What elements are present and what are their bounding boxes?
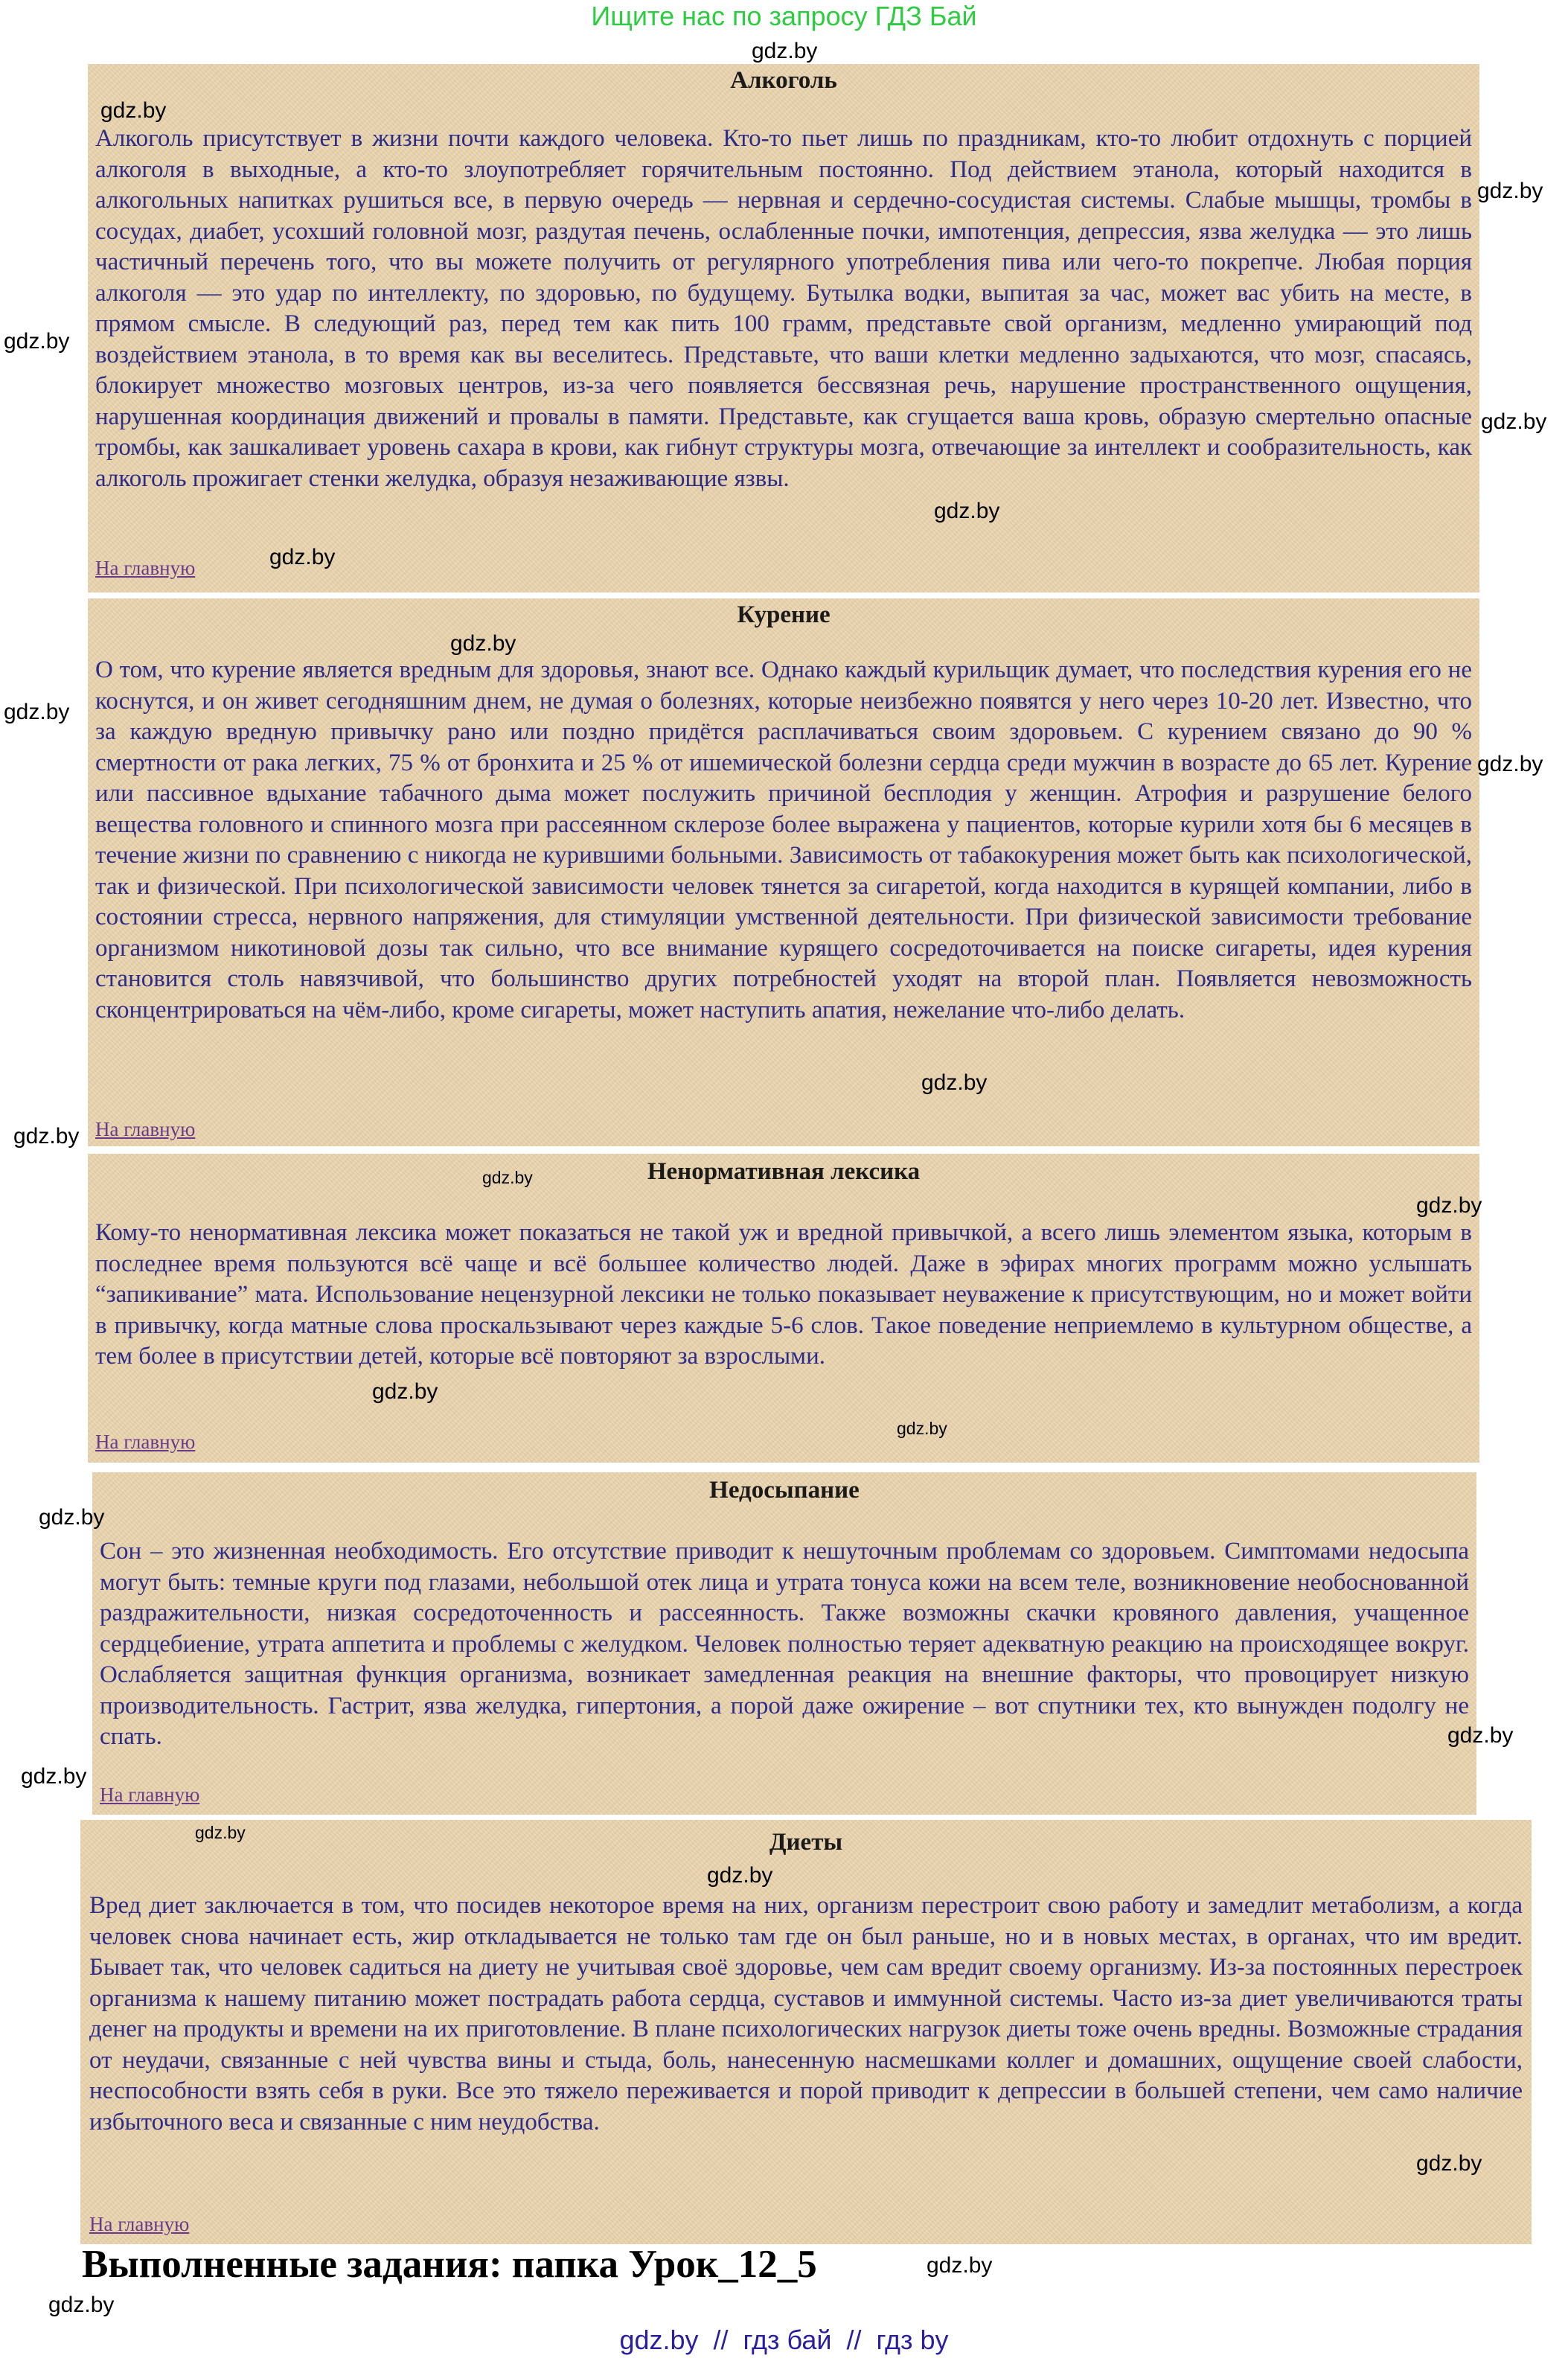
home-link[interactable]: На главную [95,557,196,579]
watermark: gdz.by [1447,1723,1514,1748]
home-link[interactable]: На главную [95,1431,196,1453]
section-smoking [88,598,1479,1146]
section-text: Сон – это жизненная необходимость. Его отсутствие приводит к нешуточным проблемам со здоровьем. Симптомами недосыпа могут быть: темные круги под глазами, небольшой отек лица и утрата тонуса кожи на всем теле, возникновение необоснованной раздражительности, низкая сосредоточенность и рассеянность. Также возможны скачки кровяного давления, учащенное сердцебиение, утрата аппетита и проблемы с желудком. Человек полностью теряет адекватную реакцию на происходящее вокруг. Ослабляется защитная функция организма, возникает замедленная реакция на внешние факторы, что провоцирует низкую производительность. Гастрит, язва желудка, гипертония, а порой даже ожирение – вот спутники тех, кто вынужден подолгу не спать. [100,1538,1469,1750]
completed-tasks-title: Выполненные задания: папка Урок_12_5 [82,2243,817,2286]
watermark: gdz.by [13,1124,80,1149]
section-text: О том, что курение является вредным для здоровья, знают все. Однако каждый курильщик думает, что последствия курения его не коснутся, и он живет сегодняшним днем, не думая о болезнях, которые неизбежно появятся у него через 10-20 лет. Известно, что за каждую вредную привычку рано или поздно придётся расплачиваться своим здоровьем. С курением связано до 90 % смертности от рака легких, 75 % от бронхита и 25 % от ишемической болезни сердца среди мужчин в возрасте до 65 лет. Курение или пассивное вдыхание табачного дыма может послужить причиной бесплодия у женщин. Атрофия и разрушение белого вещества головного и спинного мозга при рассеянном склерозе более выражена у пациентов, которые курили хотя бы 6 месяцев в течение жизни по сравнению с никогда не курившими больными. Зависимость от табакокурения может быть как психологической, так и физической. При психологической зависимости человек тянется за сигаретой, когда находится в курящей компании, либо в состоянии стресса, нервного напряжения, для стимуляции умственной деятельности. При физической зависимости требование организмом никотиновой дозы так сильно, что все внимание курящего сосредоточивается на поиске сигареты, идея курения становится столь навязчивой, что большинство других потребностей уходят на второй план. Появляется невозможность сконцентрироваться на чём-либо, кроме сигареты, может наступить апатия, нежелание что-либо делать. [95,657,1472,1023]
watermark: gdz.by [269,545,336,569]
watermark: gdz.by [195,1823,246,1842]
section-title: Недосыпание [709,1477,860,1504]
watermark: gdz.by [482,1168,533,1187]
watermark: gdz.by [921,1070,988,1095]
watermark: gdz.by [100,98,167,123]
watermark: gdz.by [1477,179,1543,203]
section-diets [80,1820,1532,2244]
section-profanity [88,1154,1479,1463]
watermark: gdz.by [372,1379,438,1404]
section-title: Алкоголь [730,67,837,94]
watermark: gdz.by [752,39,818,63]
footer-links: gdz.by // гдз бай // гдз by [619,2325,949,2355]
watermark: gdz.by [1416,1193,1482,1218]
watermark: gdz.by [450,631,516,656]
watermark: gdz.by [1477,752,1543,776]
section-title: Ненормативная лексика [647,1158,921,1185]
watermark: gdz.by [897,1419,947,1438]
watermark: gdz.by [4,329,70,354]
section-text: Кому-то ненормативная лексика может показаться не такой уж и вредной привычкой, а всего лишь элементом языка, которым в последнее время пользуются всё чаще и всё большее количество людей. Даже в эфирах многих программ можно услышать “запикивание” мата. Использование нецензурной лексики не только показывает неуважение к присутствующим, но и может войти в привычку, когда матные слова проскальзывают через каждые 5-6 слов. Такое поведение неприемлемо в культурном обществе, а тем более в присутствии детей, которые всё повторяют за взрослыми. [95,1219,1472,1370]
section-alcohol [88,64,1479,592]
watermark: gdz.by [934,499,1000,523]
watermark: gdz.by [1481,409,1547,434]
watermark: gdz.by [21,1764,87,1789]
section-text: Вред диет заключается в том, что посидев некоторое время на них, организм перестроит свою работу и замедлит метаболизм, а когда человек снова начинает есть, жир откладывается не только там где он был раньше, но и в новых местах, в органах, что им вредит. Бывает так, что человек садиться на диету не учитывая своё здоровье, чем сам вредит своему организму. Из-за постоянных перестроек организма к нашему питанию может пострадать работа сердца, суставов и иммунной системы. Часто из-за диет увеличиваются траты денег на продукты и времени на их приготовление. В плане психологических нагрузок диеты тоже очень вредны. Возможные страдания от неудачи, связанные с ней чувства вины и стыда, боль, нанесенную насмешками коллег и домашних, ощущение своей слабости, неспособности взять себя в руки. Все это тяжело переживается и порой приводит к депрессии в большей степени, чем само наличие избыточного веса и связанные с ним неудобства. [89,1892,1523,2136]
section-title: Диеты [769,1829,843,1856]
section-title: Курение [737,601,831,628]
home-link[interactable]: На главную [89,2213,190,2235]
watermark: gdz.by [48,2293,115,2317]
home-link[interactable]: На главную [95,1118,196,1140]
watermark: gdz.by [707,1863,773,1888]
watermark: gdz.by [1416,2151,1482,2176]
home-link[interactable]: На главную [100,1783,200,1806]
watermark: gdz.by [4,700,70,724]
watermark: gdz.by [39,1505,105,1530]
top-banner: Ищите нас по запросу ГДЗ Бай [591,1,977,31]
section-sleep [92,1472,1476,1815]
watermark: gdz.by [927,2253,993,2278]
section-text: Алкоголь присутствует в жизни почти каждого человека. Кто-то пьет лишь по праздникам, кто-то любит отдохнуть с порцией алкоголя в выходные, а кто-то злоупотребляет горячительным постоянно. Под действием этанола, который находится в алкогольных напитках рушиться все, в первую очередь — нервная и сердечно-сосудистая системы. Слабые мышцы, тромбы в сосудах, диабет, усохший головной мозг, раздутая печень, ослабленные почки, импотенция, депрессия, язва желудка — это лишь частичный перечень того, что вы можете получить от регулярного употребления пива или чего-то покрепче. Любая порция алкоголя — это удар по интеллекту, по здоровью, по будущему. Бутылка водки, выпитая за час, может вас убить на месте, в прямом смысле. В следующий раз, перед тем как пить 100 грамм, представьте свой организм, медленно умирающий под воздействием этанола, в то время как вы веселитесь. Представьте, что ваши клетки медленно задыхаются, что мозг, спасаясь, блокирует множество мозговых центров, из-за чего появляется бессвязная речь, нарушение пространственного ощущения, нарушенная координация движений и провалы в памяти. Представьте, как сгущается ваша кровь, образую смертельно опасные тромбы, как зашкаливает уровень сахара в крови, как гибнут структуры мозга, отвечающие за интеллект и сообразительность, как алкоголь прожигает стенки желудка, образуя незаживающие язвы. [95,125,1472,492]
